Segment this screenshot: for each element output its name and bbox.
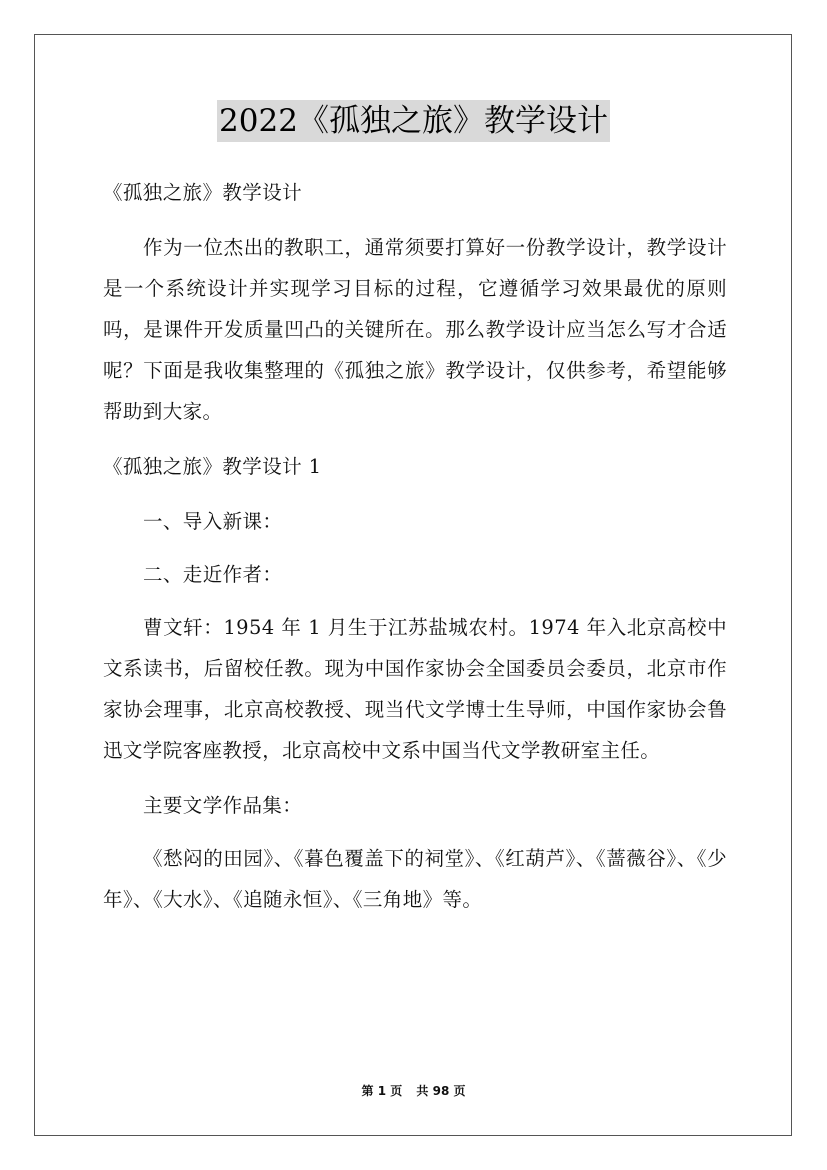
page-number: 第 1 页: [361, 1084, 403, 1098]
intro-paragraph: 作为一位杰出的教职工，通常须要打算好一份教学设计，教学设计是一个系统设计并实现学习目标的过程，它遵循学习效果最优的原则吗，是课件开发质量凹凸的关键所在。那么教学设计应当怎么写才合适呢？下面是我收集整理的《孤独之旅》教学设计，仅供参考，希望能够帮助到大家。: [103, 236, 727, 423]
section-heading: 《孤独之旅》教学设计 1: [103, 455, 322, 478]
title-container: [0, 100, 827, 142]
page-footer: [0, 1082, 827, 1099]
author-bio-paragraph: 曹文轩：1954 年 1 月生于江苏盐城农村。1974 年入北京高校中文系读书，后留校任教。现为中国作家协会全国委员会委员，北京市作家协会理事，北京高校教授、现当代文学博士生导师，中国作家协会鲁迅文学院客座教授，北京高校中文系中国当代文学教研室主任。: [103, 616, 727, 762]
works-heading: 主要文学作品集：: [143, 794, 303, 817]
step-two-heading: 二、走近作者：: [143, 563, 283, 586]
document-title: 2022《孤独之旅》教学设计: [217, 100, 610, 142]
step-one-heading: 一、导入新课：: [143, 510, 283, 533]
document-body: [103, 172, 727, 934]
subtitle-paragraph: 《孤独之旅》教学设计: [103, 181, 303, 204]
works-list-paragraph: 《愁闷的田园》、《暮色覆盖下的祠堂》、《红葫芦》、《蔷薇谷》、《少年》、《大水》、《追随永恒》、《三角地》等。: [103, 847, 727, 911]
page-total: 共 98 页: [416, 1084, 466, 1098]
